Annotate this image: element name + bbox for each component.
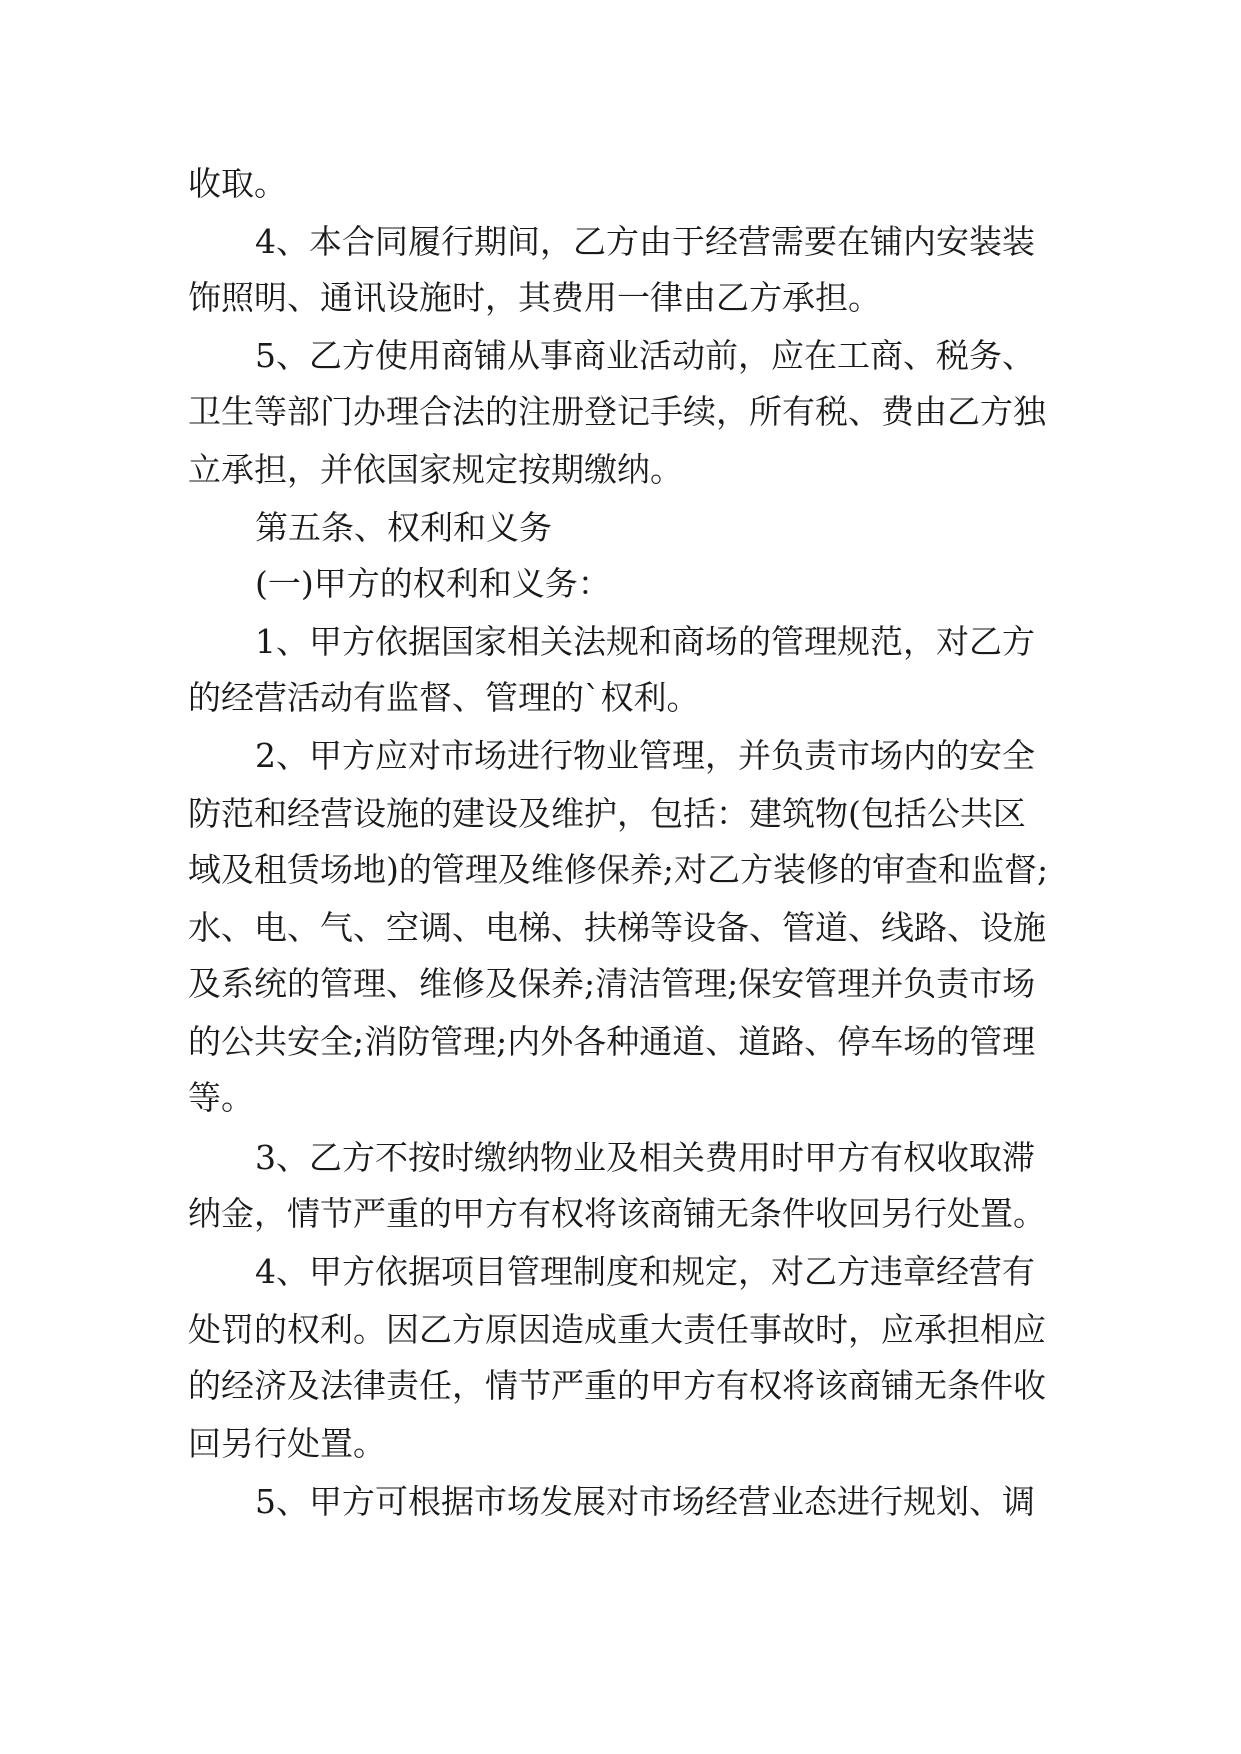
text-line: 纳金，情节严重的甲方有权将该商铺无条件收回另行处置。: [188, 1194, 1046, 1233]
text-line: 3、乙方不按时缴纳物业及相关费用时甲方有权收取滞: [255, 1138, 1035, 1177]
text-line: 的经营活动有监督、管理的`权利。: [188, 678, 700, 717]
text-line: 水、电、气、空调、电梯、扶梯等设备、管道、线路、设施: [188, 908, 1046, 947]
text-line: 立承担，并依国家规定按期缴纳。: [188, 450, 683, 489]
text-line: 4、甲方依据项目管理制度和规定，对乙方违章经营有: [255, 1252, 1035, 1291]
text-line: 4、本合同履行期间，乙方由于经营需要在铺内安装装: [255, 222, 1035, 261]
text-line: 的经济及法律责任，情节严重的甲方有权将该商铺无条件收: [188, 1366, 1046, 1405]
section-heading: 第五条、权利和义务: [255, 508, 552, 547]
text-line: 1、甲方依据国家相关法规和商场的管理规范，对乙方: [255, 622, 1035, 661]
text-line: 2、甲方应对市场进行物业管理，并负责市场内的安全: [255, 736, 1035, 775]
text-line: 5、乙方使用商铺从事商业活动前，应在工商、税务、: [255, 336, 1035, 375]
text-line: 等。: [188, 1078, 254, 1117]
text-line: 回另行处置。: [188, 1424, 386, 1463]
text-line: 域及租赁场地)的管理及维修保养;对乙方装修的审查和监督;: [188, 850, 1049, 889]
text-line: 及系统的管理、维修及保养;清洁管理;保安管理并负责市场: [188, 964, 1036, 1003]
text-line: 卫生等部门办理合法的注册登记手续，所有税、费由乙方独: [188, 392, 1046, 431]
text-line: 处罚的权利。因乙方原因造成重大责任事故时，应承担相应: [188, 1310, 1046, 1349]
text-line: 5、甲方可根据市场发展对市场经营业态进行规划、调: [255, 1482, 1035, 1521]
text-line: 的公共安全;消防管理;内外各种通道、道路、停车场的管理: [188, 1022, 1036, 1061]
text-line: 饰照明、通讯设施时，其费用一律由乙方承担。: [188, 278, 881, 317]
text-line: 防范和经营设施的建设及维护，包括：建筑物(包括公共区: [188, 794, 1026, 833]
text-line: 收取。: [188, 164, 287, 203]
subsection-heading: (一)甲方的权利和义务：: [255, 564, 611, 603]
